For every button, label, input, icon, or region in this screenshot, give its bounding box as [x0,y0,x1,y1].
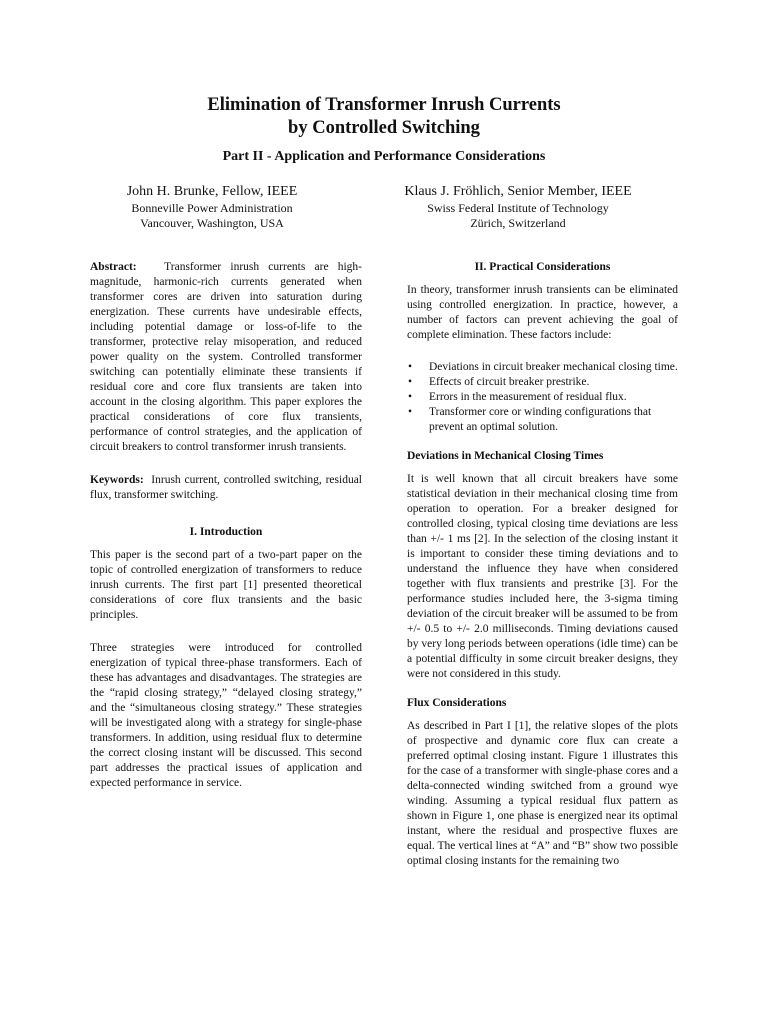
abstract [90,260,362,455]
author-location: Vancouver, Washington, USA [140,216,284,230]
list-item-text: Deviations in circuit breaker mechanical closing time. [429,361,678,373]
list-item [407,360,678,375]
title-line-1: Elimination of Transformer Inrush Currents [207,95,561,115]
abstract-label: Abstract: [90,261,137,273]
paper-title [0,94,768,140]
author-name: Klaus J. Fröhlich, Senior Member, IEEE [404,184,632,199]
author-block-2 [368,183,668,231]
practical-heading: II. Practical Considerations [474,261,611,273]
author-name: John H. Brunke, Fellow, IEEE [126,184,298,199]
introduction-paragraph-2: Three strategies were introduced for controlled energization of typical three-phase transformers. Each of these has advantages and disadvantages. The strategies are the “rapid closing strategy,” “delayed closing strategy,” and the “simultaneous closing strategy.” These strategies will be investigated along with a strategy for single-phase transformers. In addition, using residual flux to determine the correct closing instant will be discussed. This second part addresses the practical issues of application and expected performance in service. [90,642,362,789]
practical-intro: In theory, transformer inrush transients can be eliminated using controlled energization. In practice, however, a number of factors can prevent achieving the goal of complete elimination. These factors include: [407,284,678,341]
bullet-glyph: • [408,406,413,418]
author-affiliation: Swiss Federal Institute of Technology [427,201,609,215]
title-line-2: by Controlled Switching [288,118,480,138]
list-item [407,405,678,435]
bullet-glyph: • [408,376,413,388]
author-affiliation: Bonneville Power Administration [131,201,293,215]
right-column [407,260,678,869]
list-item [407,390,678,405]
flux-paragraph: As described in Part I [1], the relative slopes of the plots of prospective and dynamic core flux can create a preferred optimal closing instant. Figure 1 illustrates this for the case of a transformer with single-phase cores and a delta-connected winding switched from a ground wye winding. Assuming a typical residual flux pattern as shown in Figure 1, one phase is energized near its optimal instant, where the residual and prospective fluxes are equal. The vertical lines at “A” and “B” show two possible optimal closing instants for the remaining two [407,720,678,867]
introduction-paragraph-1: This paper is the second part of a two-part paper on the topic of controlled energization of transformers to reduce inrush currents. The first part [1] presented theoretical considerations of core flux transients and the basic principles. [90,549,362,621]
list-item-text: Transformer core or winding configurations that prevent an optimal solution. [429,406,652,433]
list-item [407,375,678,390]
list-item-text: Errors in the measurement of residual flux. [429,391,627,403]
author-block-1 [62,183,362,231]
deviations-paragraph: It is well known that all circuit breakers have some statistical deviation in their mechanical closing time from operation to operation. For a breaker designed for controlled closing, typical closing time deviations are less than +/- 1 ms [2]. In the selection of the closing instant it is important to consider these timing deviations and to understand the influence they have when considered together with flux transients and prestrike [3]. For the performance studies included here, the 3-sigma timing deviation of the circuit breaker will be assumed to be from +/- 0.5 to +/- 2.0 milliseconds. Timing deviations caused by very long periods between operations (idle time) can be a potential difficulty in some circuit breaker designs, they were not considered in this study. [407,473,678,680]
factors-list [407,360,678,435]
abstract-text: Transformer inrush currents are high-magnitude, harmonic-rich currents generated when transformer cores are driven into saturation during energization. These currents have undesirable effects, including potential damage or loss-of-life to the transformer, protective relay misoperation, and reduced power quality on the system. Controlled transformer switching can potentially eliminate these transients if residual core and core flux transients are taken into account in the closing algorithm. This paper explores the practical considerations of core flux transients, performance of control strategies, and the application of circuit breakers to control transformer inrush transients. [90,261,362,453]
list-item-text: Effects of circuit breaker prestrike. [429,376,590,388]
keywords [90,473,362,503]
bullet-glyph: • [408,361,413,373]
deviations-heading: Deviations in Mechanical Closing Times [407,450,604,462]
paper-subtitle: Part II - Application and Performance Considerations [222,149,546,164]
keywords-label: Keywords: [90,474,144,486]
flux-heading: Flux Considerations [407,697,507,709]
left-column [90,260,362,791]
introduction-heading: I. Introduction [189,526,263,538]
bullet-glyph: • [408,391,413,403]
keywords-text: Inrush current, controlled switching, residual flux, transformer switching. [90,474,362,501]
author-location: Zürich, Switzerland [470,216,566,230]
